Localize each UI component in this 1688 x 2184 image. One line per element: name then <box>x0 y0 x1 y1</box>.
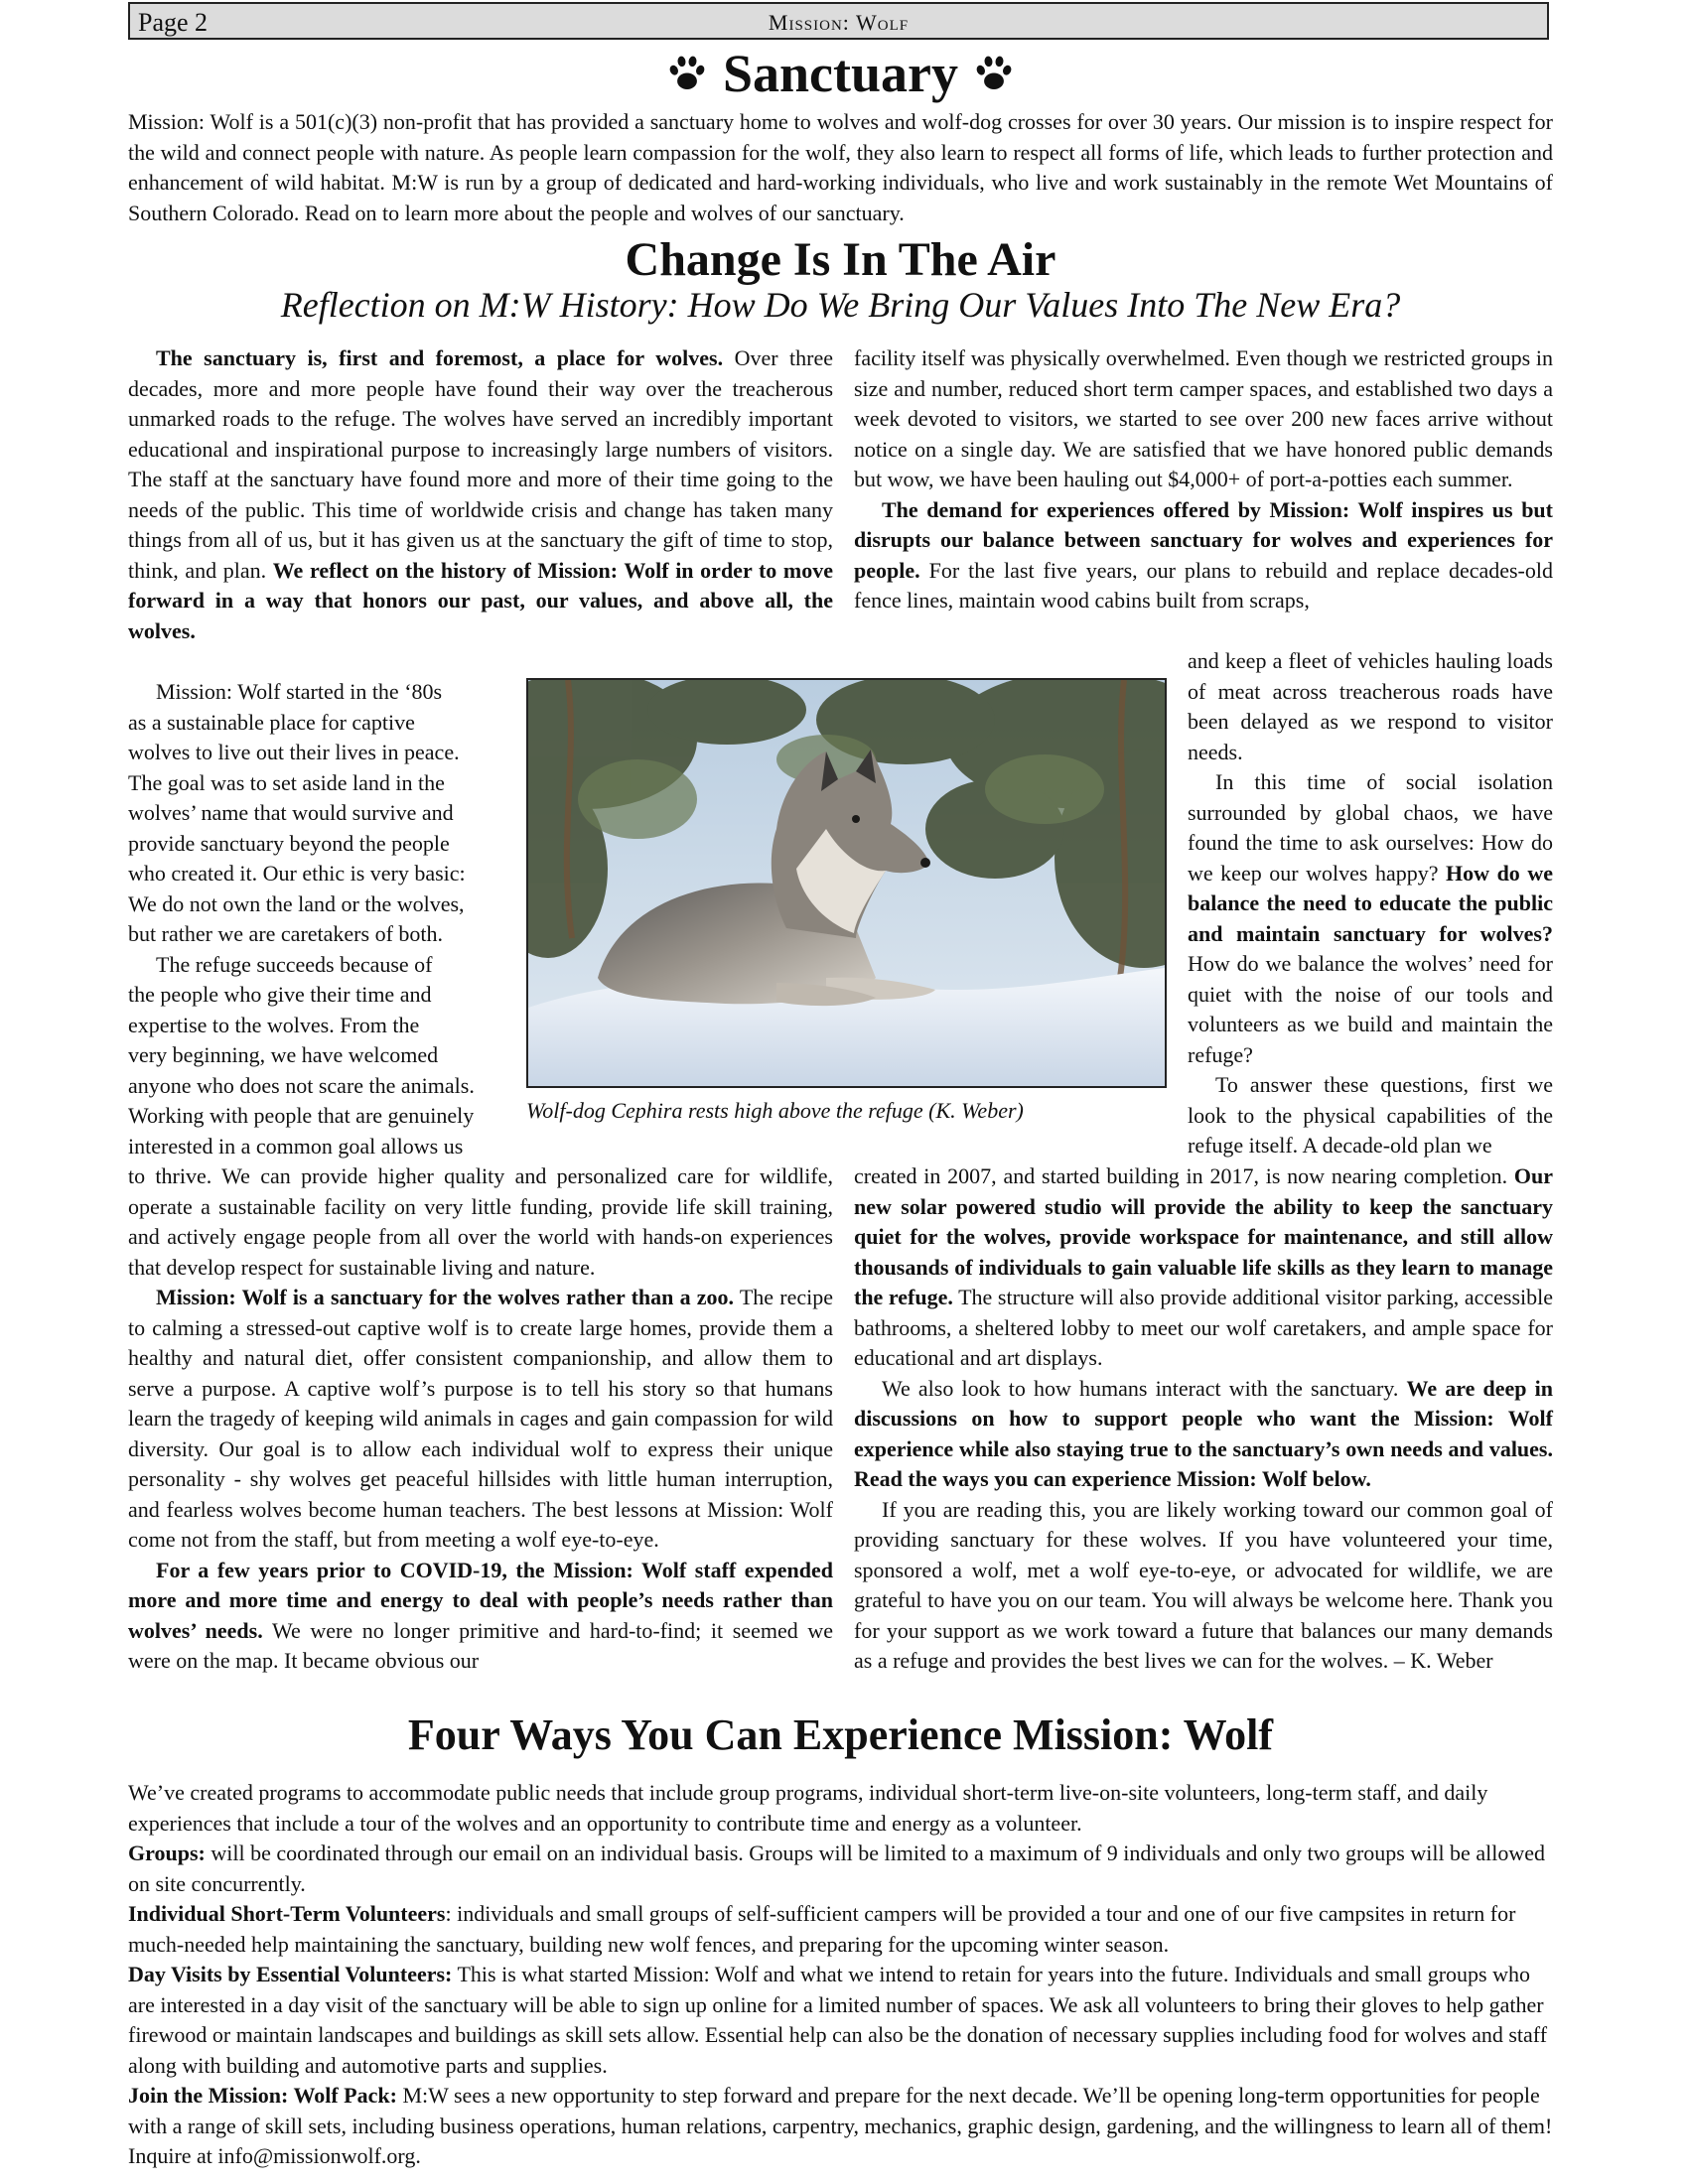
text-line: wolves’ name that would survive and <box>128 800 454 825</box>
list-item-short-term-volunteers <box>128 1899 1553 1960</box>
article-left-column-top <box>128 343 833 646</box>
paragraph: To answer these questions, first we look to the physical capabilities of the refuge itself. A decade-old plan we <box>1188 1072 1553 1158</box>
bold-statement: Our new solar powered studio will provide the ability to keep the sanctuary quiet for the wolves, provide workspace for maintenance, and still allow thousands of individuals to gain valuable life skills as they learn to manage the refuge. <box>854 1163 1553 1309</box>
bold-statement: We are deep in discussions on how to support people who want the Mission: Wolf experience while also staying true to the sanctuary’s own needs and values. Read the ways you can experience Mission: Wolf below. <box>854 1375 1553 1491</box>
text-line: but rather we are caretakers of both. <box>128 921 444 946</box>
bold-statement: We reflect on the history of Mission: Wolf in order to move forward in a way that honors our past, our values, and above all, the wolves. <box>128 557 833 643</box>
item-text: M:W sees a new opportunity to step forward and prepare for the next decade. We’ll be opening long-term opportunities for people with a range of skill sets, including business operations, human relations, carpentry, mechanics, graphic design, gardening, and the willingness to learn all of them! Inquire at info@missionwolf.org. <box>128 2083 1553 2168</box>
text-line: Mission: Wolf started in the ‘80s <box>156 679 443 704</box>
text-line: interested in a common goal allows us <box>128 1133 464 1159</box>
list-item-join-pack <box>128 2081 1553 2172</box>
article-right-column-narrow <box>1188 646 1553 1161</box>
paragraph <box>1188 767 1553 1070</box>
text-line: The refuge succeeds because of <box>156 951 433 977</box>
item-label: Groups: <box>128 1841 206 1865</box>
paragraph-text: created in 2007, and started building in 2017, is now nearing completion. <box>854 1163 1514 1188</box>
four-ways-body <box>128 1778 1553 2172</box>
item-label: Day Visits by Essential Volunteers: <box>128 1962 453 1986</box>
article-right-column-bottom <box>854 1161 1553 1677</box>
paragraph-text: We also look to how humans interact with the sanctuary. <box>882 1375 1407 1401</box>
sanctuary-intro: Mission: Wolf is a 501(c)(3) non-profit that has provided a sanctuary home to wolves and wolf-dog crosses for over 30 years. Our mission is to inspire respect for the wild and connect people with nature. As people learn compassion for the wolf, they also learn to respect all forms of life, which leads to further protection and enhancement of wild habitat. M:W is run by a group of dedicated and hard-working individuals, who live and work sustainably in the remote Wet Mountains of Southern Colorado. Read on to learn more about the people and wolves of our sanctuary. <box>128 109 1553 225</box>
paragraph <box>128 1556 833 1677</box>
bold-lead: For a few years prior to COVID-19, the Mission: Wolf staff expended more and more time and energy to deal with people’s needs rather than wolves’ needs. <box>128 1557 833 1643</box>
text-line: the people who give their time and <box>128 982 432 1007</box>
item-text: will be coordinated through our email on an individual basis. Groups will be limited to a maximum of 9 individuals and only two groups will be allowed on site concurrently. <box>128 1841 1545 1896</box>
bold-lead: The demand for experiences offered by Mission: Wolf inspires us but disrupts our balance between sanctuary for wolves and experiences for people. <box>854 496 1553 583</box>
paw-print-icon <box>665 52 709 95</box>
photo-caption: Wolf-dog Cephira rests high above the refuge (K. Weber) <box>526 1098 1024 1123</box>
page-number: Page 2 <box>138 8 209 37</box>
bold-lead: The sanctuary is, first and foremost, a place for wolves. <box>156 345 724 370</box>
article-title: Change Is In The Air <box>625 233 1056 286</box>
text-line: wolves to live out their lives in peace. <box>128 740 460 764</box>
paragraph: to thrive. We can provide higher quality and personalized care for wildlife, operate a sustainable facility on very little funding, provide life skill training, and actively engage people from all over the world with hands-on experiences that develop respect for sustainable living and nature. <box>128 1163 833 1280</box>
item-label: Join the Mission: Wolf Pack: <box>128 2083 397 2108</box>
paragraph-text: The recipe to calming a stressed-out captive wolf is to create large homes, provide them a healthy and natural diet, offer consistent companionship, and allow them to serve a purpose. A captive wolf’s purpose is to tell his story so that humans learn the tragedy of keeping wild animals in cages and gain compassion for wild diversity. Our goal is to allow each individual wolf to express their unique personality - shy wolves get peaceful hillsides with little human interruption, and fearless wolves become human teachers. The best lessons at Mission: Wolf come not from the staff, but from meeting a wolf eye-to-eye. <box>128 1285 833 1552</box>
article-subtitle: Reflection on M:W History: How Do We Bring Our Values Into The New Era? <box>280 285 1401 325</box>
text-line: who created it. Our ethic is very basic: <box>128 861 466 886</box>
list-item-day-visits <box>128 1960 1553 2081</box>
article-left-column-bottom <box>128 1161 833 1677</box>
item-text: This is what started Mission: Wolf and what we intend to retain for years into the future. Individuals and small groups who are interested in a day visit of the sanctuary will be able to sign up online for a limited number of spaces. We ask all volunteers to bring their gloves to help gather firewood or maintain landscapes and buildings as skill sets allow. Essential help can also be the donation of necessary supplies including food for wolves and staff along with building and automotive parts and supplies. <box>128 1962 1548 2078</box>
four-ways-heading: Four Ways You Can Experience Mission: Wolf <box>407 1710 1274 1759</box>
paragraph <box>854 1161 1553 1374</box>
paragraph: If you are reading this, you are likely working toward our common goal of providing sanctuary for these wolves. If you have volunteered your time, sponsored a wolf, met a wolf eye-to-eye, or advocated for wildlife, we are grateful to have you on our team. You will always be welcome here. Thank you for your support as we work toward a future that balances our many demands as a refuge and provides the best lives we can for the wolves. – K. Weber <box>854 1496 1553 1673</box>
sanctuary-title: Sanctuary <box>722 44 958 103</box>
masthead: Mission: Wolf <box>768 10 910 35</box>
article-left-column-narrow <box>128 677 525 1161</box>
text-line: very beginning, we have welcomed <box>128 1042 439 1067</box>
text-line: provide sanctuary beyond the people <box>128 830 450 856</box>
article-right-column-top <box>854 343 1553 616</box>
paragraph-text: We were no longer primitive and hard-to-find; it seemed we were on the map. It became obvious our <box>128 1617 833 1673</box>
bold-lead: Mission: Wolf is a sanctuary for the wolves rather than a zoo. <box>156 1285 735 1309</box>
text-line: expertise to the wolves. From the <box>128 1012 420 1037</box>
paragraph-text: Over three decades, more and more people have found their way over the treacherous unmarked roads to the refuge. The wolves have served an incredibly important educational and inspirational purpose to increasingly large numbers of visitors. The staff at the sanctuary have found more and more of their time going to the needs of the public. This time of worldwide crisis and change has taken many things from all of us, but it has given us at the sanctuary the gift of time to stop, think, and plan. <box>128 345 833 583</box>
item-text: : individuals and small groups of self-sufficient campers will be provided a tour and one of our five campsites in return for much-needed help maintaining the sanctuary, building new wolf fences, and preparing for the upcoming winter season. <box>128 1901 1516 1957</box>
wolf-photo-illustration <box>528 680 1165 1086</box>
text-line: as a sustainable place for captive <box>128 709 415 735</box>
text-line: Working with people that are genuinely <box>128 1103 475 1128</box>
wolf-photo <box>526 678 1167 1088</box>
four-ways-intro: We’ve created programs to accommodate public needs that include group programs, individual short-term live-on-site volunteers, long-term staff, and daily experiences that include a tour of the wolves and an opportunity to contribute time and energy as a volunteer. <box>128 1780 1488 1836</box>
paw-print-icon <box>972 52 1016 95</box>
paragraph <box>128 1283 833 1556</box>
paragraph: facility itself was physically overwhelmed. Even though we restricted groups in size and number, reduced short term camper spaces, and established two days a week devoted to visitors, we started to see over 200 new faces arrive without notice on a single day. We are satisfied that we have honored public demands but wow, we have been hauling out $4,000+ of port-a-potties each summer. <box>854 345 1553 491</box>
item-label: Individual Short-Term Volunteers <box>128 1901 446 1926</box>
paragraph-text: For the last five years, our plans to rebuild and replace decades-old fence lines, maintain wood cabins built from scraps, <box>854 557 1553 613</box>
paragraph-text: The structure will also provide additional visitor parking, accessible bathrooms, a sheltered lobby to meet our wolf caretakers, and ample space for educational and art displays. <box>854 1285 1553 1370</box>
text-line: We do not own the land or the wolves, <box>128 890 465 916</box>
text-line: anyone who does not scare the animals. <box>128 1072 475 1098</box>
paragraph: and keep a fleet of vehicles hauling loads of meat across treacherous roads have been delayed as we respond to visitor needs. <box>1188 648 1553 764</box>
sanctuary-heading <box>128 42 1553 105</box>
paragraph-text: How do we balance the wolves’ need for quiet with the noise of our tools and volunteers as we build and maintain the refuge? <box>1188 951 1553 1067</box>
paragraph <box>854 495 1553 616</box>
list-item-groups <box>128 1839 1553 1899</box>
text-line: The goal was to set aside land in the <box>128 769 445 795</box>
paragraph <box>854 1374 1553 1495</box>
paragraph <box>128 343 833 646</box>
paragraph-text: In this time of social isolation surrounded by global chaos, we have found the time to ask ourselves: How do we keep our wolves happy? <box>1188 769 1553 886</box>
header-bar <box>128 2 1549 40</box>
bold-question: How do we balance the need to educate the public and maintain sanctuary for wolves? <box>1188 860 1553 946</box>
